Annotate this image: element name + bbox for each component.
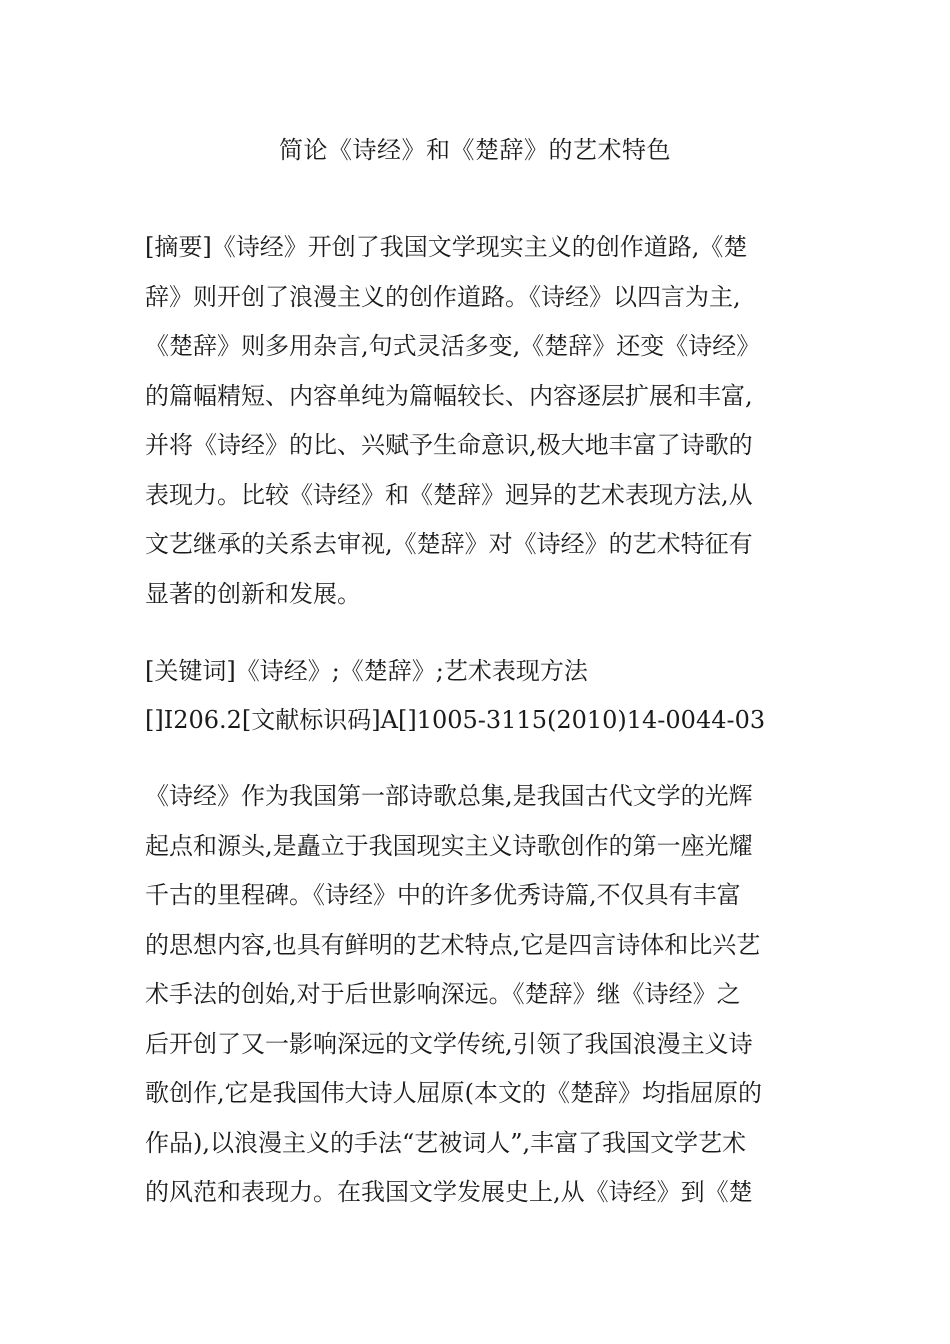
body-line: 歌创作,它是我国伟大诗人屈原(本文的《楚辞》均指屈原的 bbox=[145, 1079, 762, 1107]
classification-line bbox=[145, 696, 825, 746]
body-line: 后开创了又一影响深远的文学传统,引领了我国浪漫主义诗 bbox=[145, 1029, 753, 1058]
document-title: 简论《诗经》和《楚辞》的艺术特色 bbox=[279, 136, 671, 164]
body-paragraph bbox=[145, 772, 825, 1218]
abstract-paragraph bbox=[145, 223, 825, 619]
body-line: 作品),以浪漫主义的手法“艺被词人”,丰富了我国文学艺术 bbox=[145, 1128, 747, 1157]
classification-text: []I206.2[文献标识码]A[]1005-3115(2010)14-0044-03 bbox=[145, 706, 766, 734]
abstract-line: 显著的创新和发展。 bbox=[145, 579, 361, 608]
body-line: 的风范和表现力。在我国文学发展史上,从《诗经》到《楚 bbox=[145, 1178, 753, 1206]
body-line: 起点和源头,是矗立于我国现实主义诗歌创作的第一座光耀 bbox=[145, 831, 753, 860]
abstract-line: 《楚辞》则多用杂言,句式灵活多变,《楚辞》还变《诗经》 bbox=[145, 332, 761, 360]
abstract-line: [摘要]《诗经》开创了我国文学现实主义的创作道路,《楚 bbox=[145, 233, 748, 261]
abstract-line: 的篇幅精短、内容单纯为篇幅较长、内容逐层扩展和丰富, bbox=[145, 381, 753, 410]
keywords-line bbox=[145, 647, 825, 697]
keywords-text: [关键词]《诗经》;《楚辞》;艺术表现方法 bbox=[145, 657, 588, 685]
abstract-line: 表现力。比较《诗经》和《楚辞》迥异的艺术表现方法,从 bbox=[145, 480, 753, 509]
abstract-line: 文艺继承的关系去审视,《楚辞》对《诗经》的艺术特征有 bbox=[145, 530, 753, 558]
body-line: 《诗经》作为我国第一部诗歌总集,是我国古代文学的光辉 bbox=[145, 782, 753, 810]
body-line: 千古的里程碑。《诗经》中的许多优秀诗篇,不仅具有丰富 bbox=[145, 881, 741, 909]
body-line: 的思想内容,也具有鲜明的艺术特点,它是四言诗体和比兴艺 bbox=[145, 930, 761, 959]
abstract-line: 并将《诗经》的比、兴赋予生命意识,极大地丰富了诗歌的 bbox=[145, 431, 753, 459]
abstract-line: 辞》则开创了浪漫主义的创作道路。《诗经》以四言为主, bbox=[145, 282, 741, 311]
body-line: 术手法的创始,对于后世影响深远。《楚辞》继《诗经》之 bbox=[145, 980, 741, 1008]
